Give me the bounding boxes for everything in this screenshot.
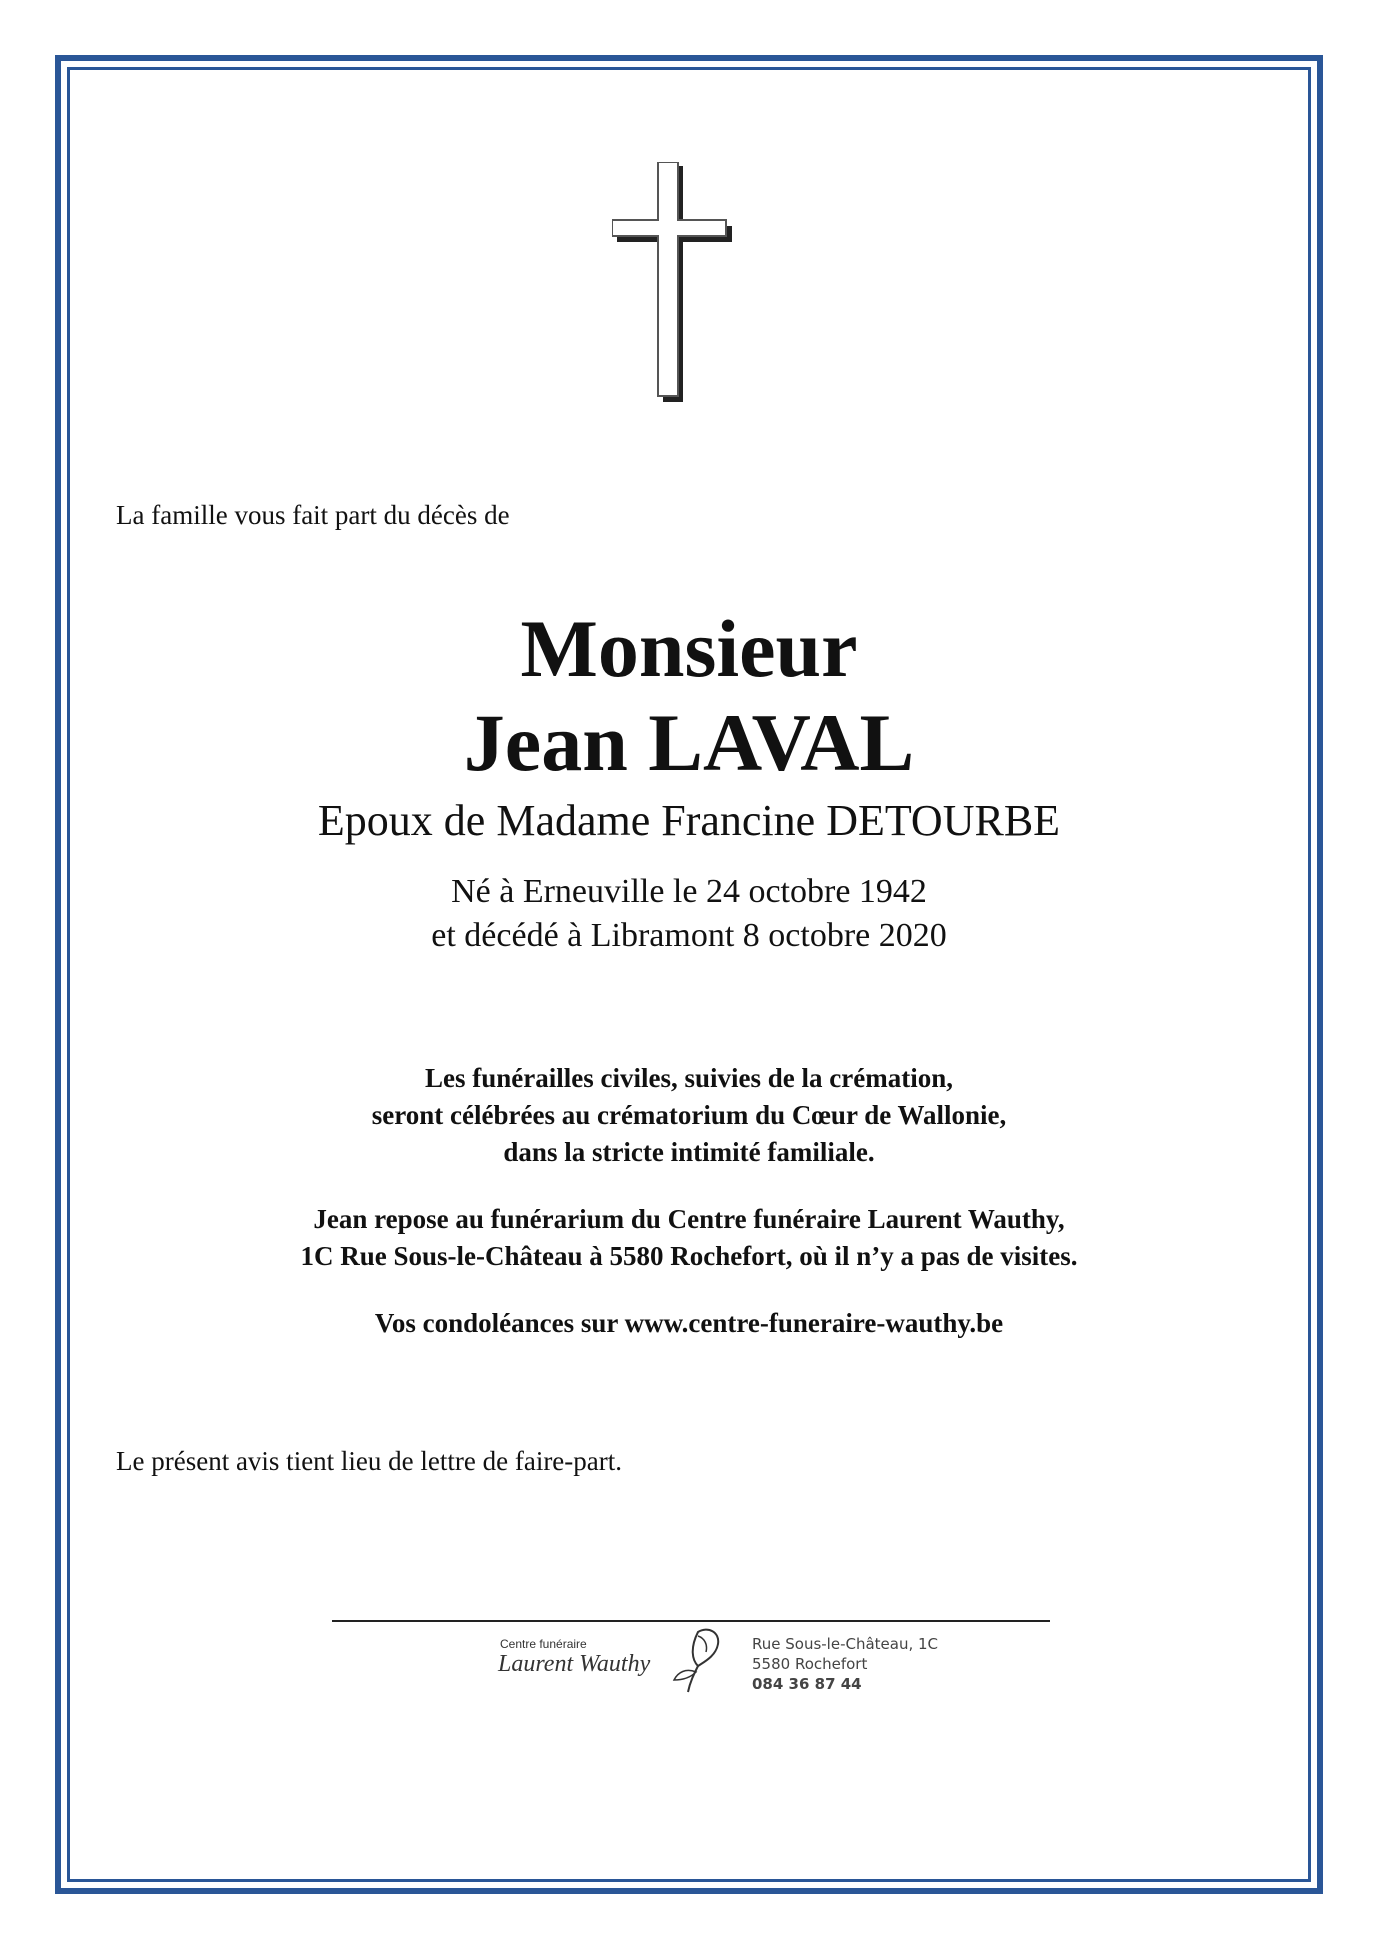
address-line-2: 5580 Rochefort — [752, 1655, 868, 1673]
signature-divider — [332, 1620, 1050, 1622]
calla-lily-icon — [668, 1624, 724, 1694]
intro-text: La famille vous fait part du décès de — [116, 500, 510, 530]
rest-line-1: Jean repose au funérarium du Centre funéraire Laurent Wauthy, — [313, 1204, 1065, 1234]
spouse-line: Epoux de Madame Francine DETOURBE — [317, 796, 1061, 845]
deceased-name: Jean LAVAL — [463, 697, 915, 788]
condolences-line: Vos condoléances sur www.centre-funeraire-wauthy.be — [374, 1308, 1004, 1338]
address-line-1: Rue Sous-le-Château, 1C — [752, 1635, 939, 1653]
cross-icon — [612, 162, 732, 402]
notice-text: Le présent avis tient lieu de lettre de faire-part. — [116, 1446, 623, 1476]
funeral-line-2: seront célébrées au crématorium du Cœur de Wallonie, — [371, 1100, 1007, 1130]
deceased-title: Monsieur — [520, 603, 858, 694]
birth-line: Né à Erneuville le 24 octobre 1942 — [451, 873, 927, 910]
phone-number: 084 36 87 44 — [752, 1675, 862, 1693]
logo-subtitle: Centre funéraire — [500, 1637, 587, 1651]
logo-name: Laurent Wauthy — [498, 1651, 651, 1677]
funeral-line-3: dans la stricte intimité familiale. — [503, 1137, 875, 1167]
death-line: et décédé à Libramont 8 octobre 2020 — [431, 917, 947, 954]
rest-line-2: 1C Rue Sous-le-Château à 5580 Rochefort, où il n’y a pas de visites. — [300, 1241, 1078, 1271]
funeral-line-1: Les funérailles civiles, suivies de la crémation, — [425, 1063, 953, 1093]
